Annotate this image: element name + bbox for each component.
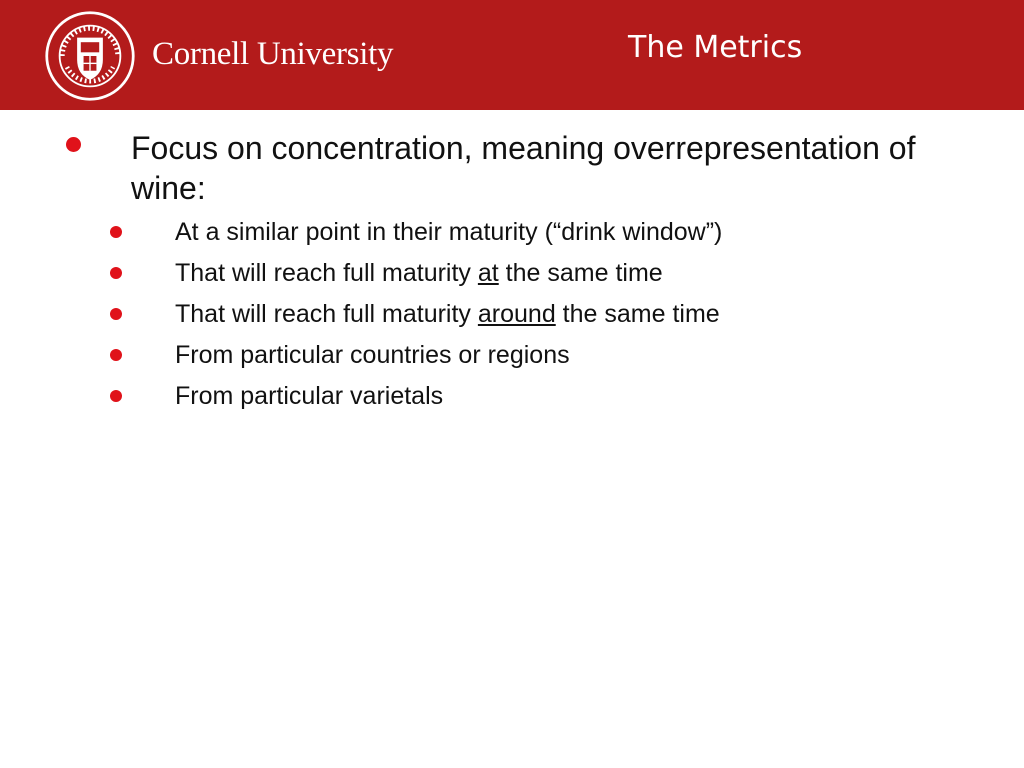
sub-bullet-5 [175,380,443,412]
sub-bullet-2-emphasis: at [477,259,499,287]
bullet-icon [110,308,122,320]
main-bullet-text: Focus on concentration, meaning overrepresentation of wine: [131,130,916,206]
sub-bullet-5-text: From particular varietals [175,382,444,410]
sub-bullet-3 [175,298,720,330]
sub-bullet-3-after: the same time [555,300,720,328]
sub-bullet-3-emphasis: around [477,300,556,328]
bullet-icon [110,390,122,402]
sub-bullet-2-after: the same time [498,259,663,287]
university-wordmark: Cornell University [152,36,394,72]
sub-bullet-4-text: From particular countries or regions [175,341,570,369]
sub-bullet-2 [175,257,663,289]
sub-bullet-1-text: At a similar point in their maturity (“drink window”) [175,218,723,246]
sub-bullet-2-before: That will reach full maturity [175,259,478,287]
sub-bullet-4 [175,339,570,371]
bullet-icon [110,349,122,361]
bullet-icon [110,267,122,279]
cornell-seal-logo [44,10,136,102]
sub-bullet-3-before: That will reach full maturity [175,300,478,328]
slide-title: The Metrics [628,30,803,65]
sub-bullet-1 [175,216,722,248]
header-bar [0,0,1024,110]
bullet-icon [66,137,81,152]
bullet-icon [110,226,122,238]
